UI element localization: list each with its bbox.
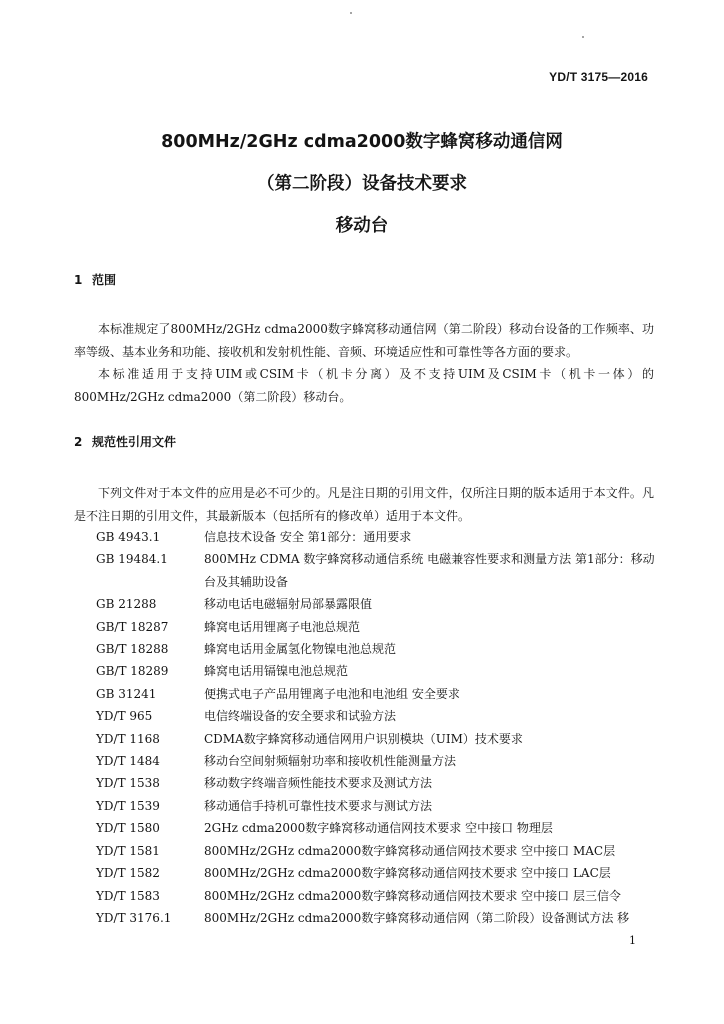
reference-title: 800MHz/2GHz cdma2000数字蜂窝移动通信网技术要求 空中接口 LAC层 <box>204 866 611 881</box>
reference-title: 便携式电子产品用锂离子电池和电池组 安全要求 <box>204 686 460 701</box>
reference-item <box>96 728 656 750</box>
reference-code: YD/T 3176.1 <box>96 910 172 925</box>
reference-title: 信息技术设备 安全 第1部分：通用要求 <box>204 530 412 544</box>
reference-item <box>96 548 656 593</box>
section-heading-scope <box>74 271 116 288</box>
document-title <box>0 132 724 258</box>
scope-paragraph-2: 本标准适用于支持UIM或CSIM卡（机卡分离）及不支持UIM及CSIM卡（机卡一体）的800MHz/2GHz cdma2000（第二阶段）移动台。 <box>74 367 654 404</box>
reference-code: YD/T 965 <box>96 709 153 724</box>
reference-title: 移动电话电磁辐射局部暴露限值 <box>204 597 373 612</box>
reference-title: 800MHz/2GHz cdma2000数字蜂窝移动通信网（第二阶段）设备测试方法 移 <box>204 910 630 925</box>
reference-code: GB/T 18288 <box>96 642 169 657</box>
page-number: 1 <box>629 934 636 947</box>
reference-code: GB 21288 <box>96 597 157 612</box>
reference-item <box>96 907 656 929</box>
reference-code: GB 19484.1 <box>96 552 168 567</box>
reference-code: GB 31241 <box>96 686 157 701</box>
title-line-1: 800MHz/2GHz cdma2000数字蜂窝移动通信网 <box>161 132 563 152</box>
reference-code: YD/T 1580 <box>96 821 160 836</box>
references-intro-paragraph: 下列文件对于本文件的应用是必不可少的。凡是注日期的引用文件，仅所注日期的版本适用于本文件。凡是不注日期的引用文件，其最新版本（包括所有的修改单）适用于本文件。 <box>74 486 654 523</box>
reference-title: CDMA数字蜂窝移动通信网用户识别模块（UIM）技术要求 <box>204 731 523 746</box>
reference-title: 2GHz cdma2000数字蜂窝移动通信网技术要求 空中接口 物理层 <box>204 821 553 836</box>
reference-item <box>96 616 656 638</box>
reference-item <box>96 526 656 548</box>
reference-title: 蜂窝电话用金属氢化物镍电池总规范 <box>204 642 397 657</box>
reference-item <box>96 840 656 862</box>
scan-speck <box>350 12 352 14</box>
reference-code: YD/T 1168 <box>96 731 160 746</box>
reference-item <box>96 750 656 772</box>
title-line-3: 移动台 <box>335 216 389 236</box>
reference-item <box>96 638 656 660</box>
reference-code: YD/T 1484 <box>96 754 160 769</box>
reference-title: 移动台空间射频辐射功率和接收机性能测量方法 <box>204 754 457 769</box>
reference-title: 800MHz/2GHz cdma2000数字蜂窝移动通信网技术要求 空中接口 层三信令 <box>204 888 621 903</box>
reference-title: 电信终端设备的安全要求和试验方法 <box>204 709 397 724</box>
standard-code: YD/T 3175—2016 <box>549 70 648 84</box>
reference-title: 移动数字终端音频性能技术要求及测试方法 <box>204 776 433 791</box>
reference-title: 移动通信手持机可靠性技术要求与测试方法 <box>204 798 433 813</box>
reference-item <box>96 772 656 794</box>
reference-item <box>96 862 656 884</box>
reference-title: 800MHz CDMA 数字蜂窝移动通信系统 电磁兼容性要求和测量方法 第1部分：移动台及其辅助设备 <box>204 552 655 589</box>
reference-item <box>96 705 656 727</box>
title-line-2: （第二阶段）设备技术要求 <box>257 174 467 194</box>
scan-speck <box>582 36 584 38</box>
scope-paragraph-1: 本标准规定了800MHz/2GHz cdma2000数字蜂窝移动通信网（第二阶段）移动台设备的工作频率、功率等级、基本业务和功能、接收机和发射机性能、音频、环境适应性和可靠性等各方面的要求。 <box>74 322 654 359</box>
section-title: 范围 <box>92 273 117 287</box>
reference-code: GB/T 18287 <box>96 619 169 634</box>
reference-title: 蜂窝电话用锂离子电池总规范 <box>204 619 361 634</box>
reference-item <box>96 885 656 907</box>
reference-list <box>96 526 656 929</box>
reference-code: YD/T 1581 <box>96 843 160 858</box>
reference-code: GB 4943.1 <box>96 530 161 544</box>
reference-code: YD/T 1583 <box>96 888 160 903</box>
reference-item <box>96 817 656 839</box>
reference-code: YD/T 1582 <box>96 866 160 881</box>
reference-item <box>96 683 656 705</box>
section-number: 2 <box>74 435 83 449</box>
reference-title: 蜂窝电话用镉镍电池总规范 <box>204 664 349 679</box>
reference-code: GB/T 18289 <box>96 664 169 679</box>
section-heading-normative-references <box>74 433 176 450</box>
reference-item <box>96 660 656 682</box>
section-number: 1 <box>74 273 83 287</box>
reference-item <box>96 593 656 615</box>
reference-code: YD/T 1539 <box>96 798 160 813</box>
reference-code: YD/T 1538 <box>96 776 160 791</box>
reference-item <box>96 795 656 817</box>
reference-title: 800MHz/2GHz cdma2000数字蜂窝移动通信网技术要求 空中接口 MAC层 <box>204 843 616 858</box>
section-title: 规范性引用文件 <box>92 435 177 449</box>
